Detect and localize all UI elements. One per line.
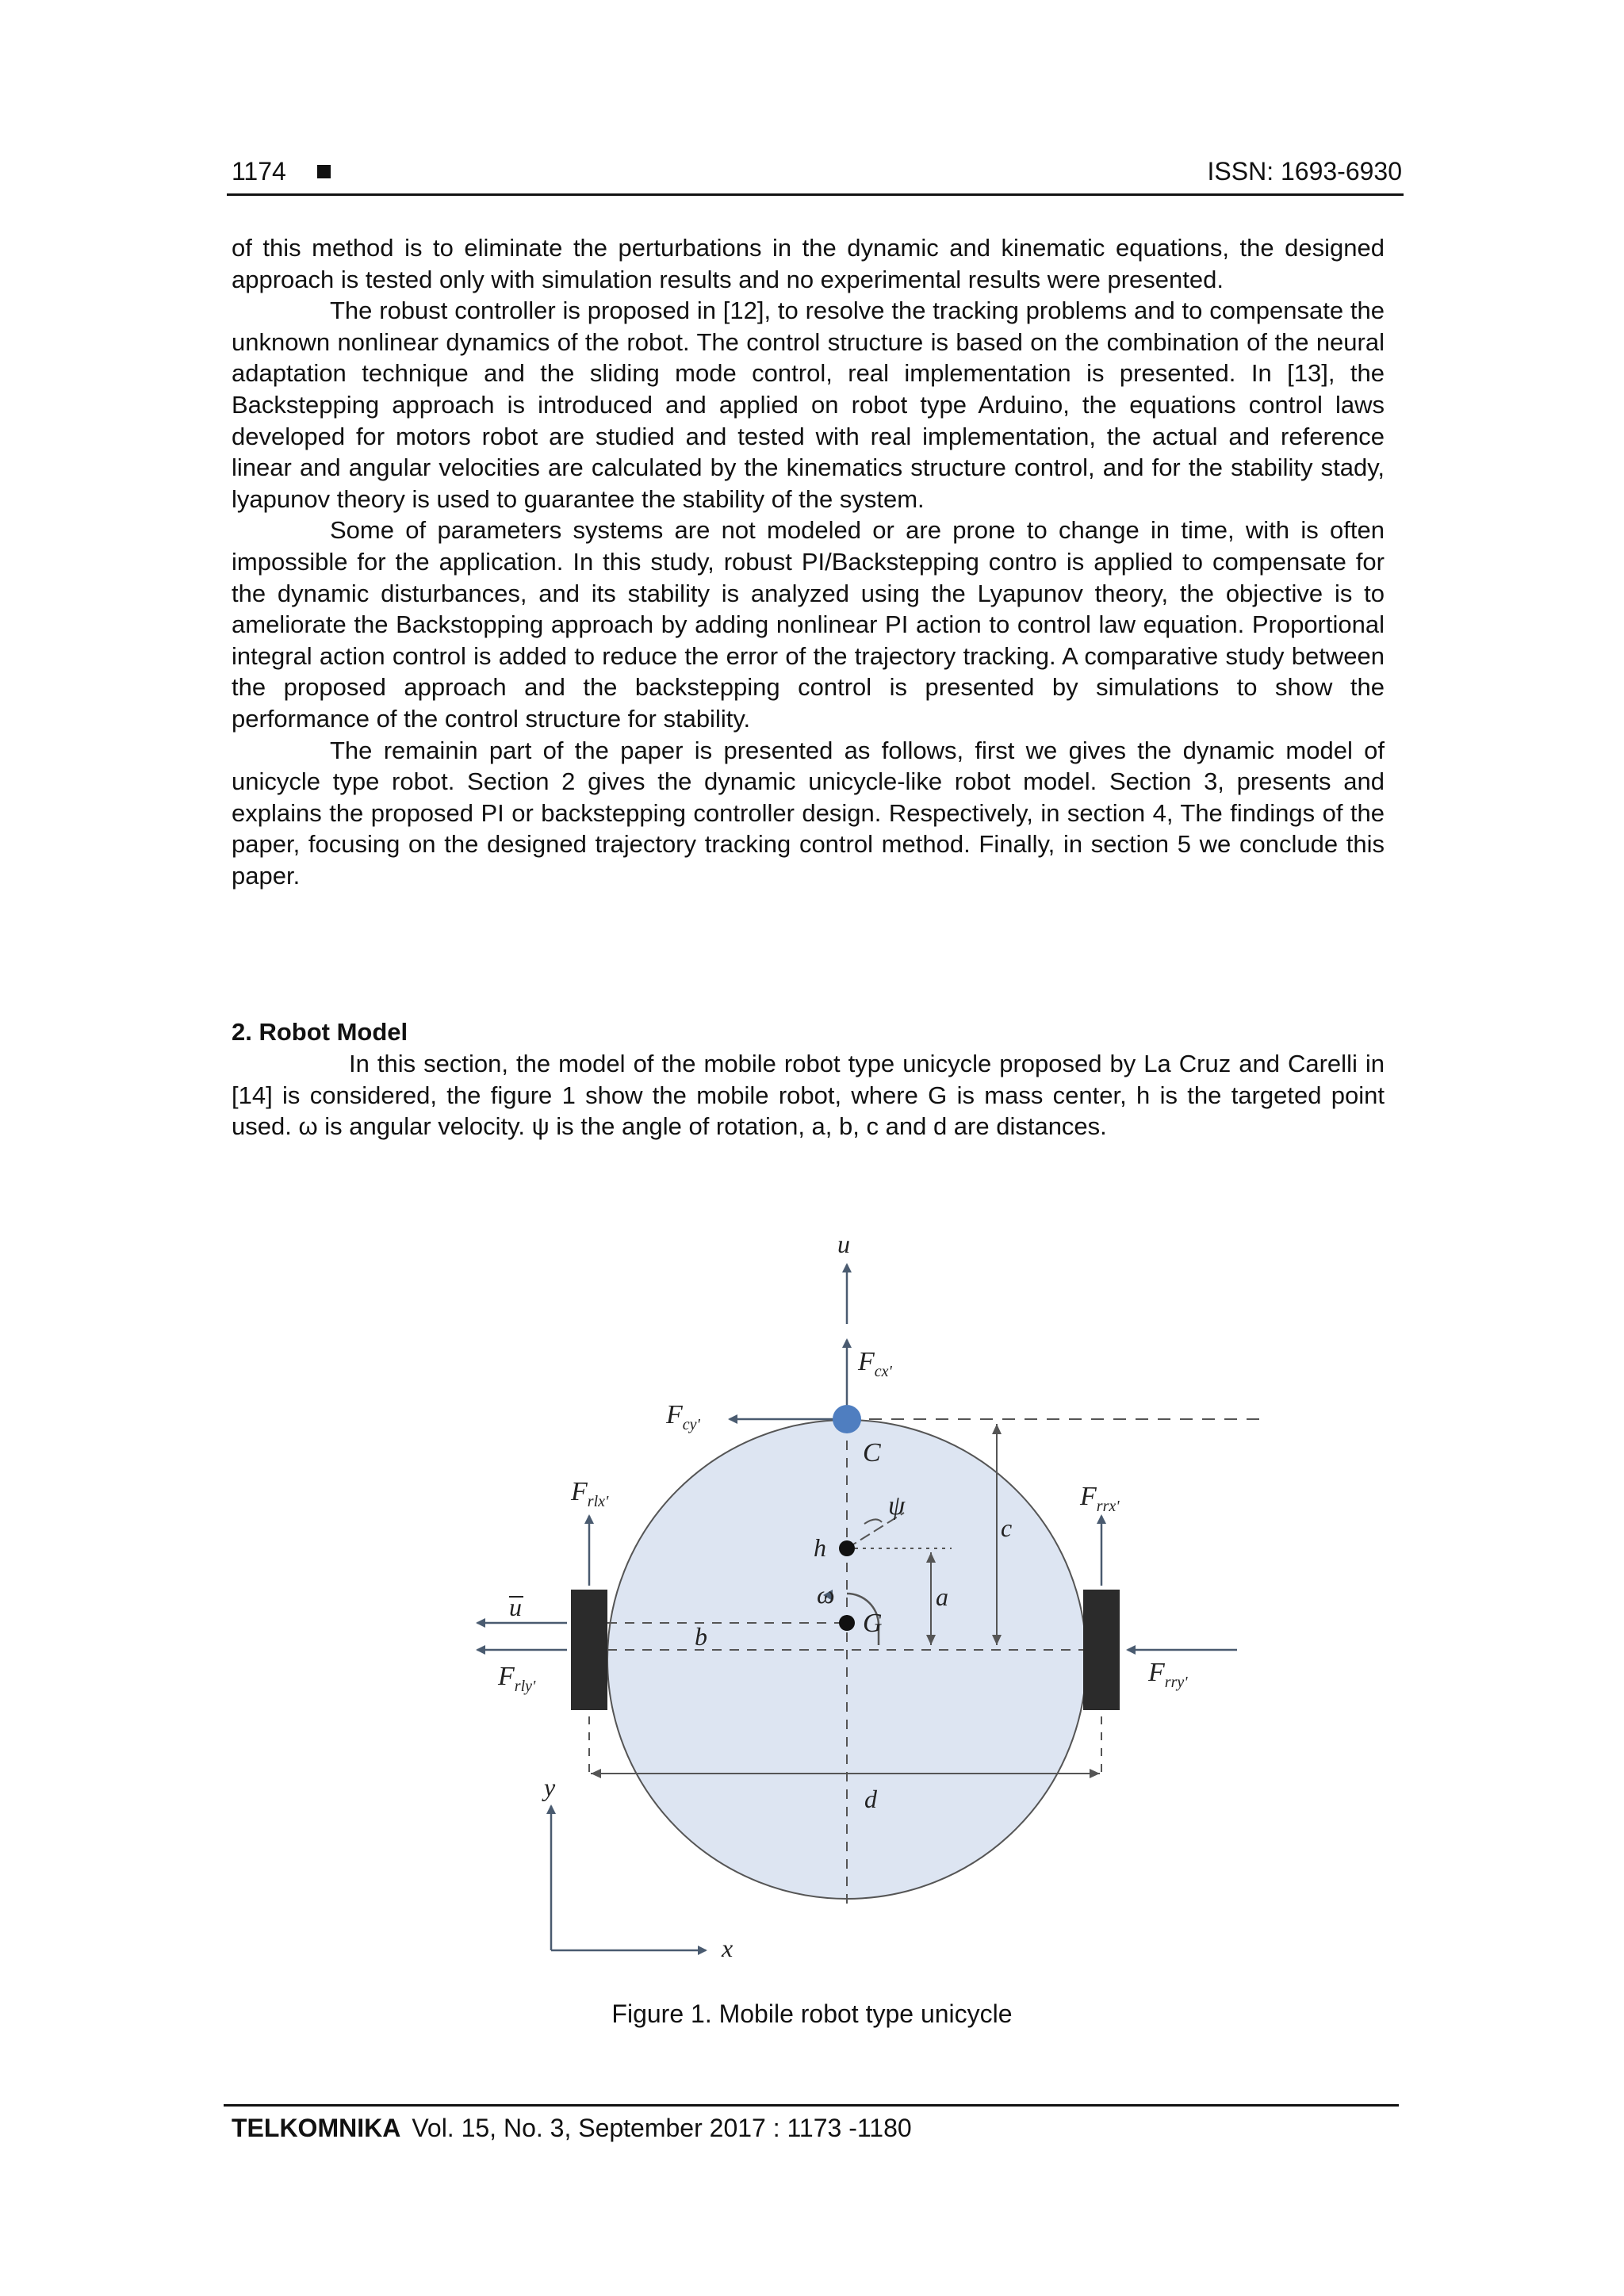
label-frlx: $F_{rlx'}$ [571, 1477, 609, 1510]
label-c-dist: c [1001, 1513, 1013, 1542]
label-frry: $F_{rry'}$ [1148, 1658, 1188, 1691]
label-u-bar: u [509, 1593, 522, 1621]
header-rule [227, 193, 1404, 196]
label-frly: $F_{rly'}$ [498, 1662, 536, 1695]
d-arrow-right [1090, 1769, 1100, 1778]
footer-rule [224, 2104, 1399, 2107]
body-text [232, 232, 1385, 891]
journal-citation: Vol. 15, No. 3, September 2017 : 1173 -1180 [412, 2114, 912, 2142]
robot-figure [444, 1221, 1293, 1974]
label-y: y [544, 1773, 556, 1801]
c-arrow-top [992, 1424, 1002, 1434]
section-paragraph: In this section, the model of the mobile robot type unicycle proposed by La Cruz and Carelli in [14] is considered, the figure 1 show the mobile robot, where G is mass center, h is the targeted point used. ω is angular velocity. ψ is the angle of rotation, a, b, c and d are distances. [232, 1050, 1385, 1141]
point-g [839, 1615, 855, 1631]
section-body [232, 1048, 1385, 1142]
page-footer [232, 2110, 912, 2145]
journal-name: TELKOMNIKA [232, 2114, 401, 2142]
figure-caption: Figure 1. Mobile robot type unicycle [611, 1999, 1013, 2028]
paragraph-1: of this method is to eliminate the perturbations in the dynamic and kinematic equations, the designed approach is tested only with simulation results and no experimental results were presented. [232, 234, 1385, 293]
label-c-point: C [863, 1438, 881, 1468]
label-fcy: $F_{cy'}$ [666, 1400, 700, 1433]
right-wheel [1083, 1590, 1120, 1710]
point-h [839, 1540, 855, 1556]
page-header [232, 155, 1402, 193]
label-g: G [863, 1609, 883, 1638]
label-h: h [814, 1533, 826, 1562]
label-u: u [837, 1230, 850, 1258]
label-omega: ω [817, 1580, 835, 1609]
section-heading: 2. Robot Model [232, 1018, 408, 1046]
issn: ISSN: 1693-6930 [1207, 157, 1402, 186]
label-frrx: $F_{rrx'}$ [1080, 1482, 1120, 1515]
label-b: b [695, 1622, 707, 1651]
paragraph-3: Some of parameters systems are not modeled or are prone to change in time, with is often impossible for the application. In this study, robust PI/Backstepping contro is applied to compensate for the dynamic disturbances, and its stability is analyzed using the Lyapunov theory, the objective is to ameliorate the Backstopping approach by adding nonlinear PI action to control law equation. Proportional integral action control is added to reduce the error of the trajectory tracking. A comparative study between the proposed approach and the backstepping control is presented by simulations to show the performance of the control structure for stability. [232, 516, 1385, 733]
label-fcx: $F_{cx'}$ [858, 1347, 892, 1380]
paragraph-4: The remainin part of the paper is presented as follows, first we gives the dynamic model of unicycle type robot. Section 2 gives the dynamic unicycle-like robot model. Section 3, presents and explains the proposed PI or backstepping controller design. Respectively, in section 4, The findings of the paper, focusing on the designed trajectory tracking control method. Finally, in section 5 we conclude this paper. [232, 736, 1385, 890]
label-psi: ψ [888, 1491, 906, 1521]
page-number: 1174 [232, 157, 286, 186]
robot-diagram [444, 1221, 1293, 1974]
d-arrow-left [591, 1769, 601, 1778]
left-wheel [571, 1590, 607, 1710]
point-c [833, 1405, 861, 1433]
label-x: x [722, 1934, 733, 1962]
paragraph-2: The robust controller is proposed in [12], to resolve the tracking problems and to compensate the unknown nonlinear dynamics of the robot. The control structure is based on the combination of the neural adaptation technique and the sliding mode control, real implementation is presented. In [13], the Backstepping approach is introduced and applied on robot type Arduino, the equations control laws developed for motors robot are studied and tested with real implementation, the actual and reference linear and angular velocities are calculated by the kinematics structure control, and for the stability stady, lyapunov theory is used to guarantee the stability of the system. [232, 297, 1385, 513]
label-a: a [936, 1582, 948, 1611]
label-d: d [864, 1785, 877, 1813]
square-bullet-icon [317, 165, 331, 178]
